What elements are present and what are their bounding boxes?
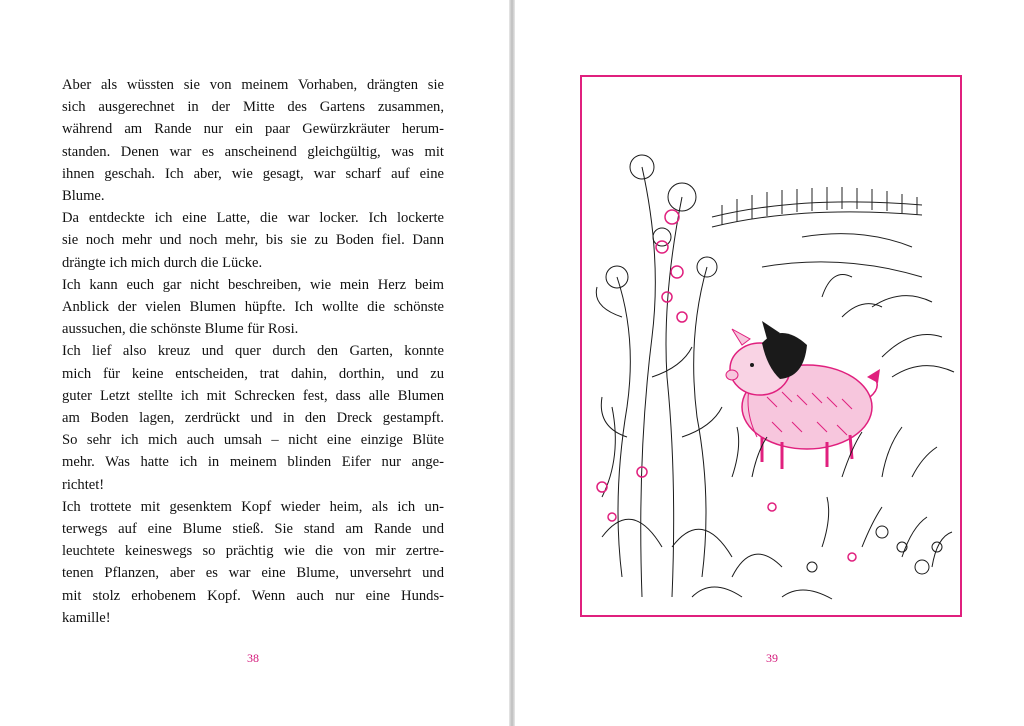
text-line: mehr. Was hatte ich in meinem blinden Eifer nur ange- bbox=[62, 454, 444, 471]
text-line: sie noch mehr und noch mehr, bis sie zu Boden fiel. Dann bbox=[62, 232, 444, 249]
left-page bbox=[0, 0, 509, 726]
text-line: Anblick der vielen Blumen hüpfte. Ich wollte die schönste bbox=[62, 299, 444, 316]
text-line: tenen Pflanzen, aber es war eine Blume, unversehrt und bbox=[62, 565, 444, 582]
text-line: Ich kann euch gar nicht beschreiben, wie mein Herz beim bbox=[62, 276, 444, 293]
text-line: am Boden lagen, zerdrückt und in den Dreck gestampft. bbox=[62, 410, 444, 427]
body-text bbox=[62, 74, 444, 629]
right-page bbox=[515, 0, 1024, 726]
text-line: Blume. bbox=[62, 188, 105, 205]
text-line: ihnen geschah. Ich aber, wie gesagt, war scharf auf eine bbox=[62, 165, 444, 182]
text-line: mit stolz erhobenem Kopf. Wenn auch nur eine Hunds- bbox=[62, 587, 444, 604]
text-line: guter Letzt stellte ich mit Schrecken fest, dass alle Blumen bbox=[62, 387, 444, 404]
fence-drawing bbox=[712, 187, 922, 277]
text-line: sich ausgerechnet in der Mitte des Gartens zusammen, bbox=[62, 99, 444, 116]
text-line: So sehr ich mich auch umsah – nicht eine einzige Blüte bbox=[62, 432, 444, 449]
text-line: drängte ich mich durch die Lücke. bbox=[62, 254, 263, 271]
text-line: Ich lief also kreuz und quer durch den Garten, konnte bbox=[62, 343, 444, 360]
text-line: leuchtete keineswegs so prächtig wie die von mir zertre- bbox=[62, 543, 444, 560]
illustration-frame bbox=[580, 75, 962, 617]
page-number-left: 38 bbox=[247, 651, 259, 665]
text-line: Ich trottete mit gesenktem Kopf wieder heim, als ich un- bbox=[62, 498, 444, 515]
text-line: Aber als wüssten sie von meinem Vorhaben, drängten sie bbox=[62, 77, 444, 93]
text-line: aussuchen, die schönste Blume für Rosi. bbox=[62, 321, 299, 338]
page-number-right: 39 bbox=[766, 651, 778, 665]
text-line: Da entdeckte ich eine Latte, die war locker. Ich lockerte bbox=[62, 210, 444, 227]
text-line: richtet! bbox=[62, 476, 105, 493]
garden-pig-illustration bbox=[582, 77, 960, 615]
pig-drawing bbox=[726, 321, 880, 469]
text-line: während am Rande nur ein paar Gewürzkräuter herum- bbox=[62, 121, 444, 138]
text-line: kamille! bbox=[62, 609, 111, 626]
text-line: terwegs auf eine Blume stieß. Sie stand am Rande und bbox=[62, 521, 444, 538]
text-line: standen. Denen war es anscheinend gleichgültig, was mit bbox=[62, 143, 444, 160]
text-line: mich für keine entscheiden, trat dahin, dorthin, und zu bbox=[62, 365, 444, 382]
